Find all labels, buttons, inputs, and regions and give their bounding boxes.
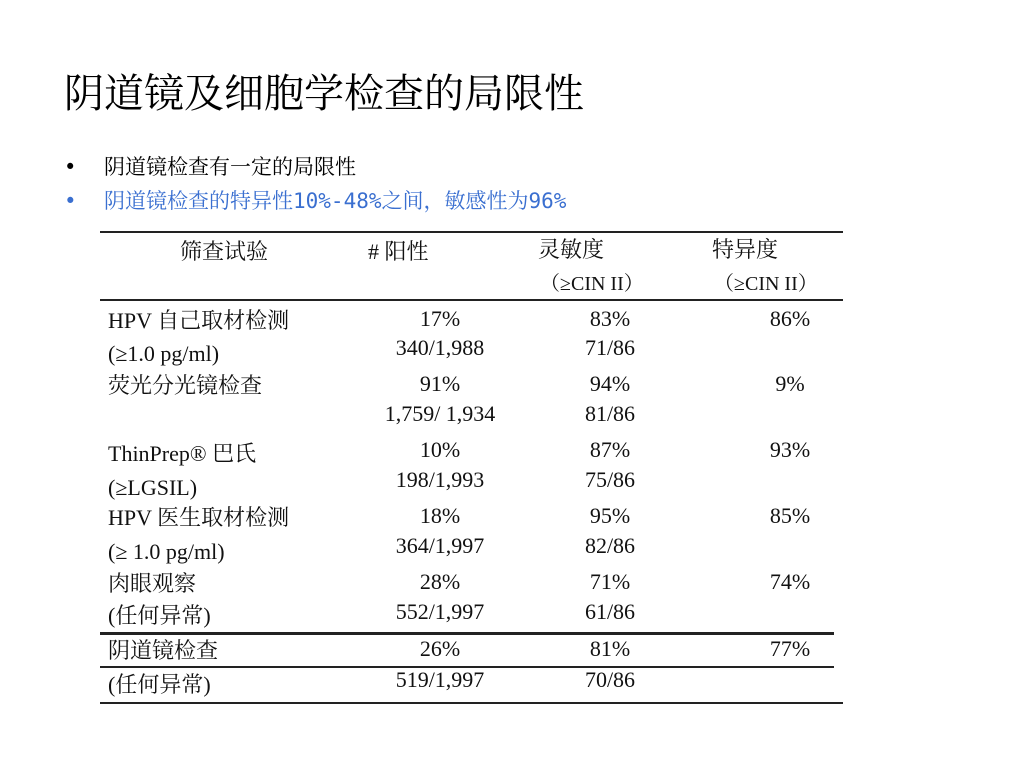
header-test: 筛查试验 (180, 239, 269, 264)
row-6-pos: 26% (419, 636, 461, 661)
row-5-name: 肉眼观察 (108, 571, 197, 596)
row-4-name: HPV 医生取材检测 (108, 505, 290, 530)
row-2-sens: 94% (589, 371, 631, 396)
bullet-item-1 (64, 150, 964, 184)
header-positive: # 阳性 (368, 239, 429, 264)
bullet-text: 阴道镜检查的特异性10%-48%之间，敏感性为96% (104, 189, 567, 213)
row-4-pos-sub: 364/1,997 (395, 533, 485, 558)
row-3-name: ThinPrep® 巴氏 (108, 441, 257, 466)
row-5-sens-sub: 61/86 (584, 599, 636, 624)
row-1-sens: 83% (589, 306, 631, 331)
row-2-pos-sub: 1,759/ 1,934 (384, 401, 496, 426)
row-4-spec: 85% (769, 503, 811, 528)
bullet-marker: • (64, 155, 77, 179)
row-3-pos-sub: 198/1,993 (395, 467, 485, 492)
row-6-name: 阴道镜检查 (108, 638, 219, 663)
row-6-name-sub: (任何异常) (108, 672, 211, 697)
row-2-sens-sub: 81/86 (584, 401, 636, 426)
slide-title: 阴道镜及细胞学检查的局限性 (64, 71, 584, 117)
row-5-pos-sub: 552/1,997 (395, 599, 485, 624)
row-6-sens-sub: 70/86 (584, 667, 636, 692)
row-2-pos: 91% (419, 371, 461, 396)
row-2-spec: 9% (775, 371, 805, 396)
row-6-sens: 81% (589, 636, 631, 661)
row-5-spec: 74% (769, 569, 811, 594)
screening-table (100, 228, 845, 706)
table-top-rule (100, 231, 843, 233)
header-specificity: 特异度 (712, 237, 779, 262)
bullet-marker: • (64, 189, 77, 213)
row-4-sens: 95% (589, 503, 631, 528)
row-5-pos: 28% (419, 569, 461, 594)
table-header-rule (100, 299, 843, 301)
row-1-pos: 17% (419, 306, 461, 331)
row-1-pos-sub: 340/1,988 (395, 335, 485, 360)
bullet-list (64, 150, 964, 218)
row-3-name-sub: (≥LGSIL) (108, 475, 198, 500)
row-1-name-sub: (≥1.0 pg/ml) (108, 341, 220, 366)
row-6-spec: 77% (769, 636, 811, 661)
row-5-name-sub: (任何异常) (108, 603, 211, 628)
row-3-sens-sub: 75/86 (584, 467, 636, 492)
row-3-spec: 93% (769, 437, 811, 462)
header-specificity-sub: （≥CIN II） (714, 273, 818, 295)
row-4-name-sub: (≥ 1.0 pg/ml) (108, 539, 225, 564)
row-4-pos: 18% (419, 503, 461, 528)
bullet-item-2 (64, 184, 964, 218)
row-1-sens-sub: 71/86 (584, 335, 636, 360)
row-4-sens-sub: 82/86 (584, 533, 636, 558)
header-sensitivity-sub: （≥CIN II） (540, 273, 644, 295)
row-3-sens: 87% (589, 437, 631, 462)
row-5-sens: 71% (589, 569, 631, 594)
row-6-pos-sub: 519/1,997 (395, 667, 485, 692)
row-3-pos: 10% (419, 437, 461, 462)
row-1-name: HPV 自己取材检测 (108, 308, 290, 333)
row-2-name: 荧光分光镜检查 (108, 373, 263, 398)
row-1-spec: 86% (769, 306, 811, 331)
header-sensitivity: 灵敏度 (538, 237, 605, 262)
bullet-text: 阴道镜检查有一定的局限性 (104, 155, 356, 179)
table-bottom-rule (100, 702, 843, 704)
